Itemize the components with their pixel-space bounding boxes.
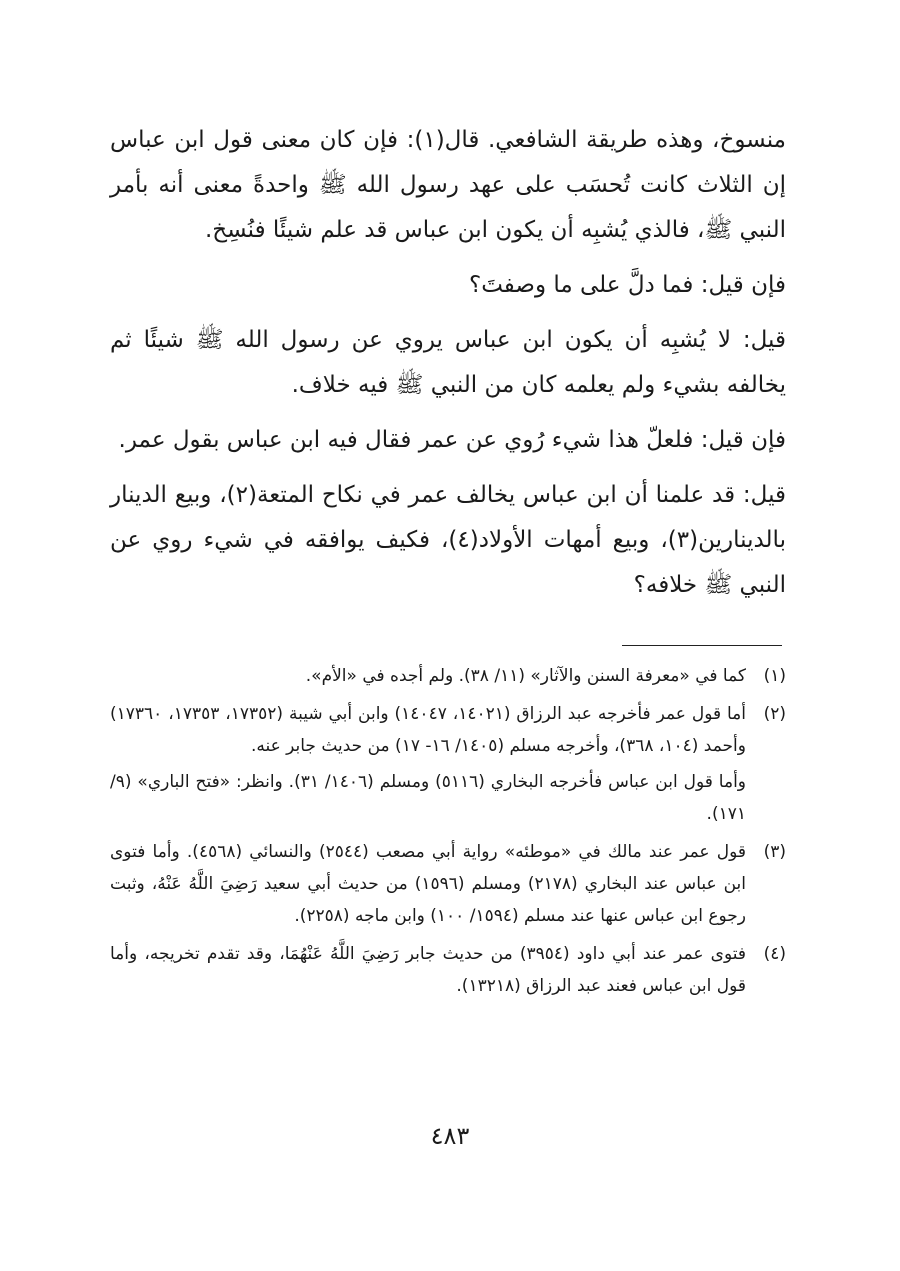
footnotes (110, 660, 786, 1008)
main-text (110, 118, 786, 618)
paragraph-3: قيل: لا يُشبِه أن يكون ابن عباس يروي عن رسول الله ﷺ شيئًا ثم يخالفه بشيء ولم يعلمه كان من النبي ﷺ فيه خلاف. (110, 327, 786, 398)
paragraph-4: فإن قيل: فلعلّ هذا شيء رُوي عن عمر فقال فيه ابن عباس بقول عمر. (118, 427, 786, 453)
footnote-number: (٢) (763, 704, 786, 724)
footnote-3 (110, 836, 786, 932)
footnote-text: فتوى عمر عند أبي داود (٣٩٥٤) من حديث جابر رَضِيَ اللَّهُ عَنْهُمَا، وقد تقدم تخريجه، وأما قول ابن عباس فعند عبد الرزاق (١٣٢١٨). (110, 944, 746, 996)
footnote-number: (٣) (763, 842, 786, 862)
footnote-2 (110, 698, 786, 830)
footnote-text: كما في «معرفة السنن والآثار» (١١/ ٣٨). ولم أجده في «الأم». (305, 666, 746, 686)
paragraph-1: منسوخ، وهذه طريقة الشافعي. قال(١): فإن كان معنى قول ابن عباس إن الثلاث كانت تُحسَب على عهد رسول الله ﷺ واحدةً معنى أنه بأمر النبي ﷺ، فالذي يُشبِه أن يكون ابن عباس قد علم شيئًا فنُسِخ. (110, 127, 786, 243)
footnote-number: (٤) (763, 944, 786, 964)
footnote-text: قول عمر عند مالك في «موطئه» رواية أبي مصعب (٢٥٤٤) والنسائي (٤٥٦٨). وأما فتوى ابن عباس عند البخاري (٢١٧٨) ومسلم (١٥٩٦) من حديث أبي سعيد رَضِيَ اللَّهُ عَنْهُ، وثبت رجوع ابن عباس عنها عند مسلم (١٥٩٤/ ١٠٠) وابن ماجه (٢٢٥٨). (110, 842, 747, 926)
footnote-text: وأما قول ابن عباس فأخرجه البخاري (٥١١٦) ومسلم (١٤٠٦/ ٣١). وانظر: «فتح الباري» (٩/ ١٧١). (110, 772, 746, 824)
footnote-divider (622, 645, 782, 646)
footnote-4 (110, 938, 786, 1002)
page-number: ٤٨٣ (430, 1122, 470, 1150)
footnote-number: (١) (763, 666, 786, 686)
footnote-text: أما قول عمر فأخرجه عبد الرزاق (١٤٠٢١، ١٤٠٤٧) وابن أبي شيبة (١٧٣٥٢، ١٧٣٥٣، ١٧٣٦٠) وأحمد (١٠٤، ٣٦٨)، وأخرجه مسلم (١٤٠٥/ ١٦- ١٧) من حديث جابر عنه. (110, 704, 747, 756)
footnote-1 (110, 660, 786, 692)
paragraph-2: فإن قيل: فما دلَّ على ما وصفتَ؟ (468, 272, 786, 298)
paragraph-5: قيل: قد علمنا أن ابن عباس يخالف عمر في نكاح المتعة(٢)، وبيع الدينار بالدينارين(٣)، وبيع أمهات الأولاد(٤)، فكيف يوافقه في شيء روي عن النبي ﷺ خلافه؟ (110, 482, 786, 598)
